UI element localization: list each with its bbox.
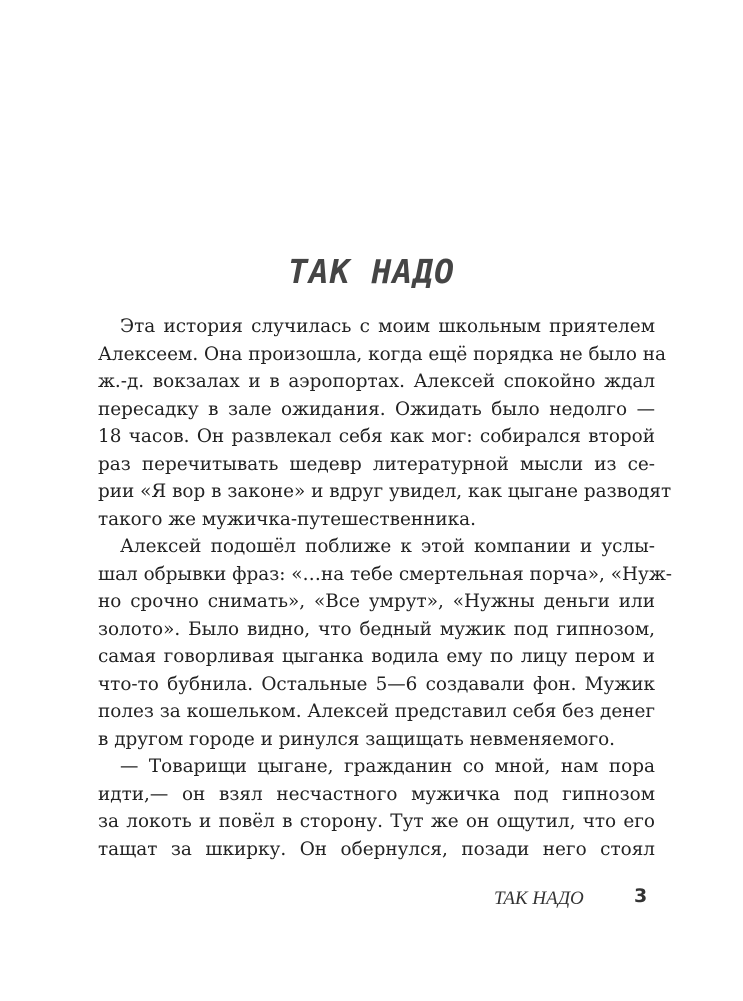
- text-line: раз перечитывать шедевр литературной мысли из се-: [98, 453, 655, 475]
- text-line: но срочно снимать», «Все умрут», «Нужны деньги или: [98, 591, 655, 612]
- text-line: золото». Было видно, что бедный мужик под гипнозом,: [98, 618, 655, 640]
- text-line: Алексеем. Она произошла, когда ещё порядка не было на: [98, 343, 666, 365]
- page-number: 3: [634, 885, 648, 907]
- text-line: в другом городе и ринулся защищать невменяемого.: [98, 728, 616, 750]
- running-title: ТАК НАДО: [494, 888, 584, 909]
- text-line: самая говорливая цыганка водила ему по лицу пером и: [98, 646, 655, 667]
- text-line: тащат за шкирку. Он обернулся, позади него стоял: [98, 838, 655, 860]
- text-line: полез за кошельком. Алексей представил себя без денег: [98, 701, 656, 722]
- text-line: шал обрывки фраз: «…на тебе смертельная порча», «Нуж-: [98, 563, 672, 585]
- text-line: пересадку в зале ожидания. Ожидать было недолго —: [98, 398, 655, 420]
- text-line: 18 часов. Он развлекал себя как мог: собирался второй: [98, 426, 655, 447]
- text-line: за локоть и повёл в сторону. Тут же он ощутил, что его: [98, 811, 655, 832]
- text-line: что-то бубнила. Остальные 5—6 создавали фон. Мужик: [98, 673, 655, 695]
- text-line: — Товарищи цыгане, гражданин со мной, нам пора: [120, 756, 655, 777]
- text-line: ж.-д. вокзалах и в аэропортах. Алексей спокойно ждал: [98, 371, 655, 392]
- text-line: Алексей подошёл поближе к этой компании и услы-: [120, 536, 655, 557]
- text-line: рии «Я вор в законе» и вдруг увидел, как цыгане разводят: [98, 481, 672, 502]
- text-line: такого же мужичка-путешественника.: [98, 508, 476, 530]
- chapter-title: ТАК НАДО: [288, 252, 455, 291]
- text-line: Эта история случилась с моим школьным приятелем: [120, 316, 655, 337]
- body-text: [98, 313, 672, 863]
- text-line: идти,— он взял несчастного мужичка под гипнозом: [98, 783, 655, 805]
